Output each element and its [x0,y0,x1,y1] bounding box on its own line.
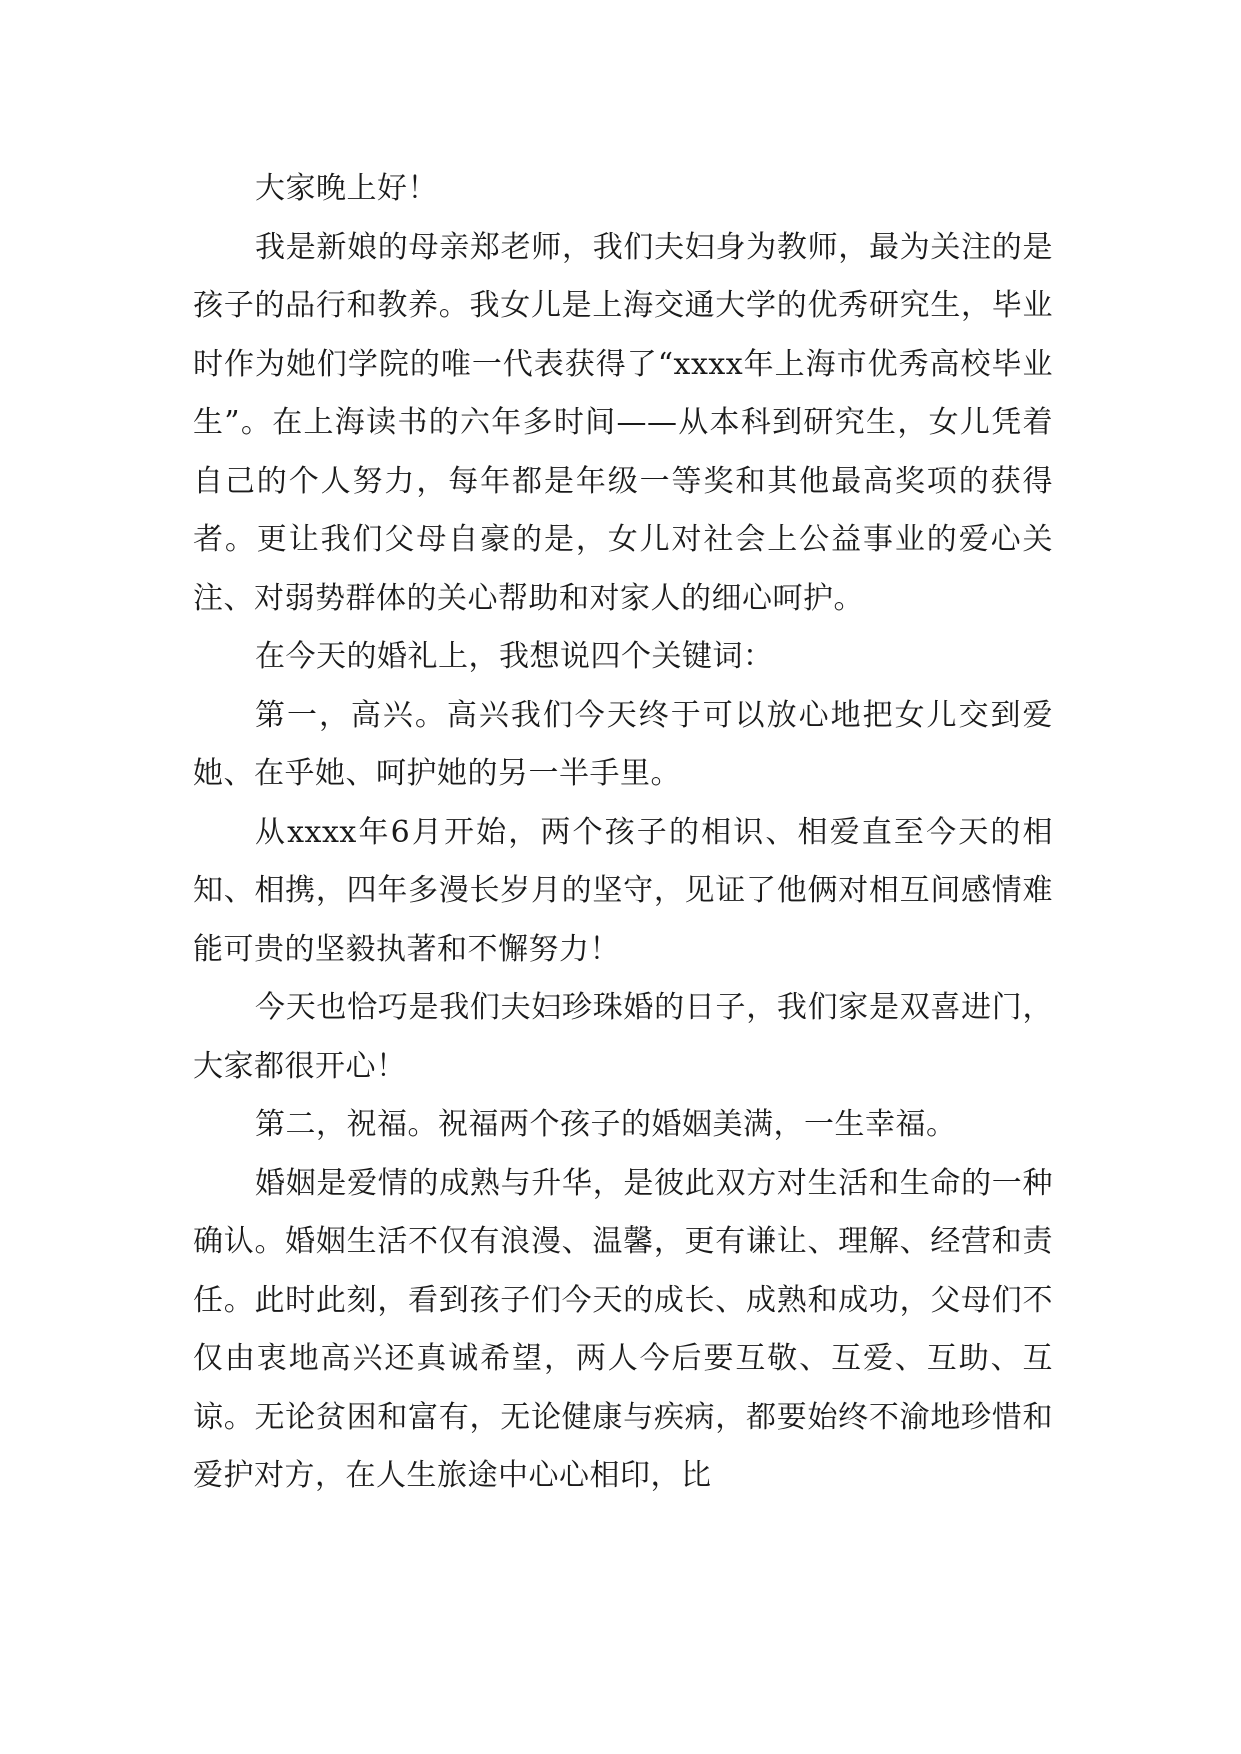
paragraph-keywords-intro: 在今天的婚礼上，我想说四个关键词： [255,639,774,674]
paragraph-courtship: 从xxxx年6月开始，两个孩子的相识、相爱直至今天的相知、相携，四年多漫长岁月的坚守，见证了他俩对相互间感情难能可贵的坚毅执著和不懈努力！ [193,814,1053,967]
paragraph-introduction: 我是新娘的母亲郑老师，我们夫妇身为教师，最为关注的是孩子的品行和教养。我女儿是上海交通大学的优秀研究生，毕业时作为她们学院的唯一代表获得了“xxxx年上海市优秀高校毕业生”。在上海读书的六年多时间——从本科到研究生，女儿凭着自己的个人努力，每年都是年级一等奖和其他最高奖项的获得者。更让我们父母自豪的是，女儿对社会上公益事业的爱心关注、对弱势群体的关心帮助和对家人的细心呵护。 [193,229,1053,616]
paragraph-greeting: 大家晚上好！ [255,171,438,206]
document-body [193,160,1053,1506]
paragraph-keyword-one: 第一，高兴。高兴我们今天终于可以放心地把女儿交到爱她、在乎她、呵护她的另一半手里。 [193,697,1053,791]
paragraph-keyword-two: 第二，祝福。祝福两个孩子的婚姻美满，一生幸福。 [255,1107,957,1142]
paragraph-pearl-anniversary: 今天也恰巧是我们夫妇珍珠婚的日子，我们家是双喜进门，大家都很开心！ [193,990,1053,1084]
paragraph-marriage: 婚姻是爱情的成熟与升华，是彼此双方对生活和生命的一种确认。婚姻生活不仅有浪漫、温馨，更有谦让、理解、经营和责任。此时此刻，看到孩子们今天的成长、成熟和成功，父母们不仅由衷地高兴还真诚希望，两人今后要互敬、互爱、互助、互谅。无论贫困和富有，无论健康与疾病，都要始终不渝地珍惜和爱护对方，在人生旅途中心心相印，比 [193,1165,1053,1493]
